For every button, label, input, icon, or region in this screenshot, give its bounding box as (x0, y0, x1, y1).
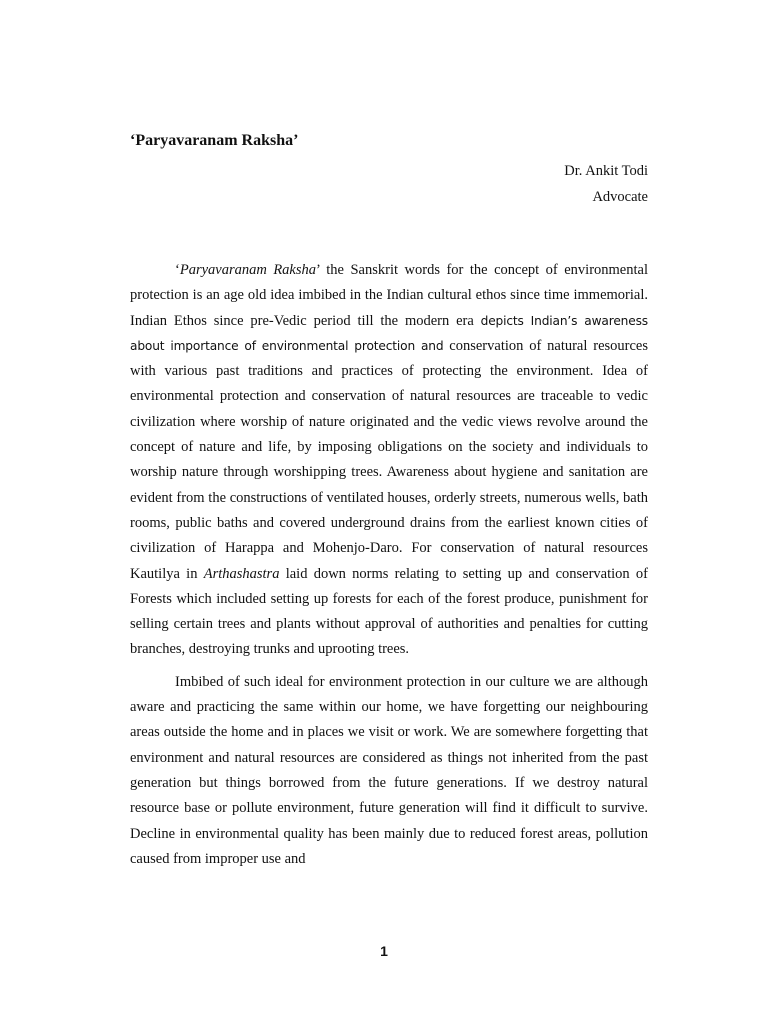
author-role: Advocate (592, 189, 648, 205)
close-quote: ’ (316, 262, 320, 278)
document-title: ‘Paryavaranam Raksha’ (130, 132, 299, 149)
author-name: Dr. Ankit Todi (564, 163, 648, 179)
paragraph-1-text-d: laid down norms relating to setting up and conservation of Forests which included setting up forests for each of the forest produce, punishment for selling certain trees and plants without approval of authorities and penalties for cutting branches, destroying trunks and uprooting trees. (130, 565, 648, 658)
term-paryavaranam-raksha: Paryavaranam Raksha (179, 262, 317, 278)
paragraph-1 (130, 258, 648, 663)
paragraph-1-text-c: conservation of natural resources with various past traditions and practices of protecting the environment. Idea of environmental protection and conservation of natural resources are traceable to vedic civilization where worship of nature originated and the vedic views revolve around the concept of nature and life, by imposing obligations on the society and individuals to worship nature through worshipping trees. Awareness about hygiene and sanitation are evident from the constructions of ventilated houses, orderly streets, numerous wells, bath rooms, public baths and covered underground drains from the earliest known cities of civilization of Harappa and Mohenjo-Daro. For conservation of natural resources Kautilya in (130, 337, 648, 582)
paragraph-1-text-b: depicts Indian’s awareness about importance of environmental protection and (130, 313, 648, 353)
open-quote: ‘ (175, 262, 180, 278)
author-block (564, 158, 648, 210)
paragraph-1-text-a: the Sanskrit words for the concept of environmental protection is an age old idea imbibed in the Indian cultural ethos since time immemorial. Indian Ethos since pre-Vedic period till the modern era (130, 262, 648, 329)
document-body (130, 258, 648, 879)
paragraph-2: Imbibed of such ideal for environment protection in our culture we are although aware and practicing the same within our home, we have forgetting our neighbouring areas outside the home and in places we visit or work. We are somewhere forgetting that environment and natural resources are considered as things not inherited from the past generation but things borrowed from the future generations. If we destroy natural resource base or pollute environment, future generation will find it difficult to survive. Decline in environmental quality has been mainly due to reduced forest areas, pollution caused from improper use and (130, 673, 648, 867)
book-arthashastra: Arthashastra (203, 565, 280, 582)
page-number: 1 (380, 943, 388, 959)
